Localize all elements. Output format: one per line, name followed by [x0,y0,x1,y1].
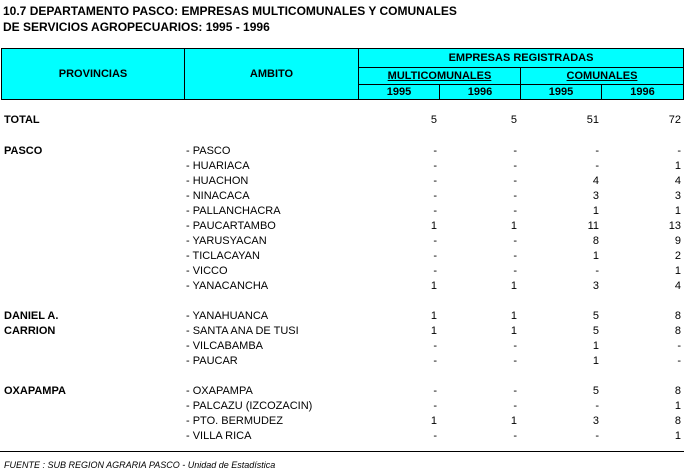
value-cell: 8 [674,415,681,427]
value-cell: - [677,355,681,367]
value-cell: - [433,355,437,367]
value-cell: 1 [674,265,681,277]
header-empresas-registradas [358,48,684,68]
ambito-cell: - HUACHON [186,175,249,187]
value-cell: 72 [668,114,681,126]
value-cell: 1 [592,250,599,262]
ambito-cell: - HUARIACA [186,160,250,172]
value-cell: 8 [674,385,681,397]
header-year-label: 1995 [548,86,574,98]
value-cell: - [513,160,517,172]
value-cell: 51 [586,114,599,126]
value-cell: 4 [592,175,599,187]
header-multicomunales [358,67,521,85]
value-cell: 2 [674,250,681,262]
value-cell: - [433,205,437,217]
bottom-rule [0,451,684,452]
value-cell: 1 [430,325,437,337]
value-cell: 3 [592,415,599,427]
province-cell: TOTAL [4,114,40,126]
ambito-cell: - PALCAZU (IZCOZACIN) [186,400,313,412]
value-cell: 1 [674,430,681,442]
value-cell: - [433,235,437,247]
ambito-cell: - YARUSYACAN [186,235,267,247]
value-cell: 4 [674,280,681,292]
value-cell: 1 [510,220,517,232]
value-cell: 1 [592,340,599,352]
ambito-cell: - SANTA ANA DE TUSI [186,325,299,337]
header-provincias [1,48,185,100]
value-cell: - [433,400,437,412]
value-cell: 1 [674,400,681,412]
value-cell: - [513,355,517,367]
value-cell: 1 [430,220,437,232]
value-cell: 1 [592,205,599,217]
value-cell: - [433,385,437,397]
value-cell: - [433,250,437,262]
value-cell: - [513,175,517,187]
value-cell: 5 [510,114,517,126]
ambito-cell: - YANAHUANCA [186,310,269,322]
value-cell: - [433,430,437,442]
value-cell: 3 [674,190,681,202]
value-cell: 5 [592,385,599,397]
header-year-label: 1996 [630,86,655,98]
header-year-com-1996 [601,84,684,100]
province-cell: DANIEL A. [4,310,59,322]
header-ambito-label: AMBITO [249,68,294,80]
ambito-cell: - OXAPAMPA [186,385,253,397]
value-cell: 1 [430,415,437,427]
value-cell: 3 [592,280,599,292]
value-cell: - [513,190,517,202]
value-cell: - [513,430,517,442]
header-comunales-label: COMUNALES [566,70,638,82]
value-cell: 13 [668,220,681,232]
value-cell: - [677,145,681,157]
ambito-cell: - NINACACA [186,190,250,202]
value-cell: 1 [674,160,681,172]
ambito-cell: - VILCABAMBA [186,340,264,352]
table-title-line2: DE SERVICIOS AGROPECUARIOS: 1995 - 1996 [3,20,270,34]
header-comunales [520,67,684,85]
value-cell: 8 [674,325,681,337]
header-multi-label: MULTICOMUNALES [387,70,492,82]
ambito-cell: - YANACANCHA [186,280,269,292]
ambito-cell: - PAUCARTAMBO [186,220,276,232]
ambito-cell: - VILLA RICA [186,430,252,442]
value-cell: 5 [592,325,599,337]
value-cell: - [433,175,437,187]
header-year-multi-1996 [439,84,521,100]
province-cell: PASCO [4,145,43,157]
value-cell: 5 [592,310,599,322]
value-cell: 1 [510,325,517,337]
header-provincias-label: PROVINCIAS [58,68,128,80]
value-cell: - [513,250,517,262]
value-cell: 5 [430,114,437,126]
ambito-cell: - PAUCAR [186,355,238,367]
source-footnote: FUENTE : SUB REGION AGRARIA PASCO - Unidad de Estadística [4,460,276,470]
ambito-cell: - PALLANCHACRA [186,205,281,217]
header-year-label: 1996 [467,86,493,98]
table-title-line1: 10.7 DEPARTAMENTO PASCO: EMPRESAS MULTICOMUNALES Y COMUNALES [3,4,457,18]
header-ambito [184,48,359,100]
value-cell: 4 [674,175,681,187]
value-cell: 1 [430,310,437,322]
value-cell: - [433,145,437,157]
ambito-cell: - TICLACAYAN [186,250,260,262]
header-year-com-1995 [520,84,602,100]
value-cell: 8 [592,235,599,247]
value-cell: 1 [510,310,517,322]
value-cell: - [433,340,437,352]
value-cell: 1 [510,415,517,427]
ambito-cell: - VICCO [186,265,228,277]
value-cell: - [513,265,517,277]
value-cell: - [595,400,599,412]
value-cell: 11 [587,220,599,232]
value-cell: 3 [592,190,599,202]
province-cell: CARRION [4,325,56,337]
value-cell: 1 [674,205,681,217]
value-cell: - [513,235,517,247]
value-cell: - [513,145,517,157]
value-cell: - [513,205,517,217]
value-cell: - [595,430,599,442]
value-cell: - [433,265,437,277]
value-cell: - [513,400,517,412]
value-cell: - [677,340,681,352]
value-cell: - [513,340,517,352]
value-cell: 9 [674,235,681,247]
header-year-label: 1995 [386,86,412,98]
value-cell: - [433,160,437,172]
value-cell: - [513,385,517,397]
value-cell: - [433,190,437,202]
value-cell: - [595,145,599,157]
ambito-cell: - PTO. BERMUDEZ [186,415,283,427]
value-cell: - [595,160,599,172]
value-cell: 1 [510,280,517,292]
province-cell: OXAPAMPA [4,385,66,397]
ambito-cell: - PASCO [186,145,231,157]
header-empresas-label: EMPRESAS REGISTRADAS [448,52,594,64]
value-cell: 1 [592,355,599,367]
header-year-multi-1995 [358,84,440,100]
value-cell: - [595,265,599,277]
value-cell: 1 [430,280,437,292]
value-cell: 8 [674,310,681,322]
